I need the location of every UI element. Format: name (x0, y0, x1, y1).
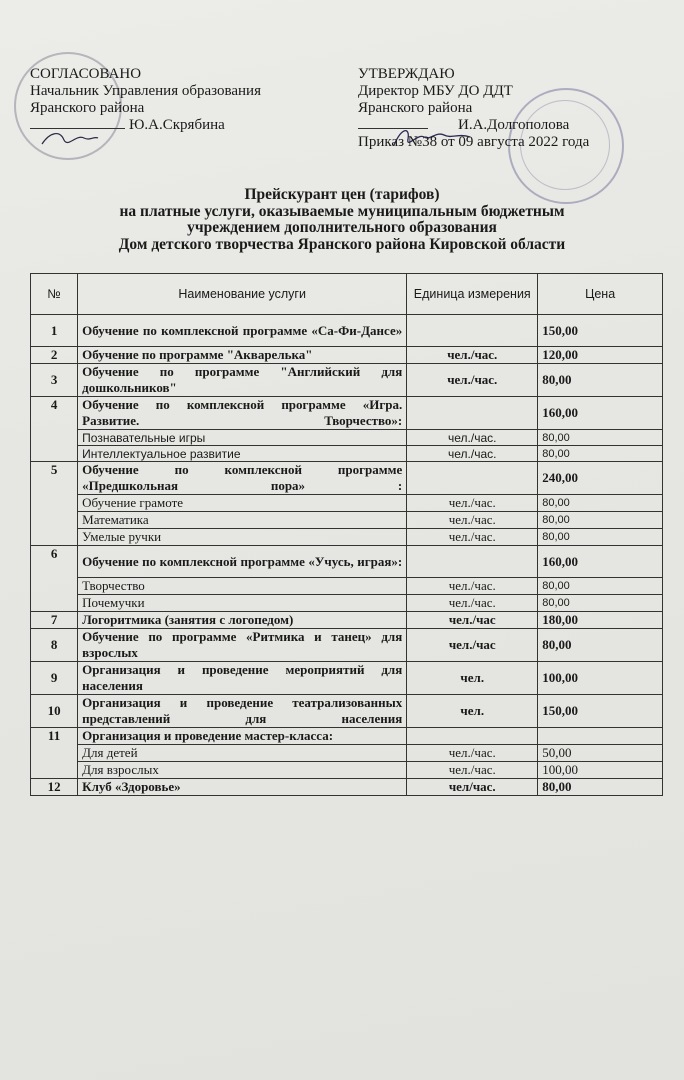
table-row (31, 462, 663, 495)
row-name: Обучение по комплексной программе «Учусь, играя»: (78, 546, 407, 578)
row-price: 80,00 (538, 529, 663, 546)
row-name: Организация и проведение театрализованных представлений для населения (78, 695, 407, 728)
table-row (31, 495, 663, 512)
title-line4: Дом детского творчества Яранского района Кировской области (118, 235, 566, 253)
row-unit: чел./час. (407, 745, 538, 762)
row-price: 80,00 (538, 578, 663, 595)
row-num: 11 (31, 728, 78, 779)
approval-left-line2: Яранского района (30, 100, 145, 116)
table-row (31, 446, 663, 462)
approval-left-signer: Ю.А.Скрябина (129, 117, 225, 133)
table-row (31, 347, 663, 364)
approval-right-line2: Яранского района (358, 100, 473, 116)
row-name: Организация и проведение мероприятий для населения (78, 662, 407, 695)
row-unit (407, 546, 538, 578)
row-price: 100,00 (538, 762, 663, 779)
row-name: Познавательные игры (78, 430, 407, 446)
row-name: Обучение по комплексной программе «Са-Фи-Дансе» (78, 315, 407, 347)
row-unit: чел./час. (407, 578, 538, 595)
title-line2: на платные услуги, оказываемые муниципальным бюджетным (119, 202, 565, 220)
row-name: Организация и проведение мастер-класса: (78, 728, 407, 745)
approval-right-line1: Директор МБУ ДО ДДТ (358, 83, 513, 99)
table-row (31, 529, 663, 546)
row-name: Интеллектуальное развитие (78, 446, 407, 462)
row-name: Почемучки (78, 595, 407, 612)
row-price: 80,00 (538, 512, 663, 529)
row-price (538, 728, 663, 745)
table-row (31, 728, 663, 745)
row-price: 80,00 (538, 364, 663, 397)
row-name: Обучение по программе "Акварелька" (78, 347, 407, 364)
approval-right-sign-row (358, 117, 658, 134)
row-price: 120,00 (538, 347, 663, 364)
row-price: 150,00 (538, 315, 663, 347)
row-unit: чел. (407, 662, 538, 695)
table-row (31, 779, 663, 796)
title-line1: Прейскурант цен (тарифов) (244, 186, 440, 203)
row-price: 50,00 (538, 745, 663, 762)
row-unit: чел./час. (407, 512, 538, 529)
row-price: 80,00 (538, 779, 663, 796)
row-unit: чел./час. (407, 495, 538, 512)
row-unit: чел./час. (407, 364, 538, 397)
table-row (31, 745, 663, 762)
table-row (31, 315, 663, 347)
row-price: 160,00 (538, 546, 663, 578)
row-name: Обучение по программе «Ритмика и танец» для взрослых (78, 629, 407, 662)
row-price: 80,00 (538, 446, 663, 462)
row-name: Обучение по комплексной программе «Предшкольная пора» : (78, 462, 407, 495)
table-row (31, 397, 663, 430)
row-name: Умелые ручки (78, 529, 407, 546)
row-unit: чел./час. (407, 430, 538, 446)
row-name: Обучение по комплексной программе «Игра. Развитие. Творчество»: (78, 397, 407, 430)
row-price: 100,00 (538, 662, 663, 695)
table-row (31, 430, 663, 446)
table-row (31, 629, 663, 662)
row-name: Обучение по программе "Английский для дошкольников" (78, 364, 407, 397)
header-unit: Единица измерения (407, 274, 538, 315)
approval-left (30, 66, 330, 134)
approval-right-order: Приказ №38 от 09 августа 2022 года (358, 134, 590, 150)
row-unit: чел./час. (407, 595, 538, 612)
row-name: Для взрослых (78, 762, 407, 779)
row-price: 150,00 (538, 695, 663, 728)
row-num: 4 (31, 397, 78, 462)
table-row (31, 578, 663, 595)
row-unit (407, 315, 538, 347)
header-name: Наименование услуги (78, 274, 407, 315)
header-price: Цена (538, 274, 663, 315)
row-unit: чел./час. (407, 347, 538, 364)
row-unit: чел./час (407, 629, 538, 662)
row-price: 240,00 (538, 462, 663, 495)
row-unit: чел./час. (407, 762, 538, 779)
row-name: Творчество (78, 578, 407, 595)
table-row (31, 762, 663, 779)
approval-right (358, 66, 658, 151)
approval-right-signer: И.А.Долгополова (458, 117, 570, 133)
approval-left-line1: Начальник Управления образования (30, 83, 261, 99)
row-unit: чел./час. (407, 529, 538, 546)
row-unit: чел./час (407, 612, 538, 629)
row-num: 2 (31, 347, 78, 364)
row-num: 7 (31, 612, 78, 629)
row-unit (407, 462, 538, 495)
signature-line (358, 128, 428, 129)
table-header-row (31, 274, 663, 315)
row-price: 160,00 (538, 397, 663, 430)
table-row (31, 364, 663, 397)
table-row (31, 512, 663, 529)
row-num: 9 (31, 662, 78, 695)
title-line3: учреждением дополнительного образования (187, 219, 497, 236)
row-num: 1 (31, 315, 78, 347)
approval-right-heading: УТВЕРЖДАЮ (358, 66, 455, 82)
row-unit: чел./час. (407, 446, 538, 462)
table-row (31, 662, 663, 695)
row-unit (407, 728, 538, 745)
row-price: 80,00 (538, 430, 663, 446)
row-num: 10 (31, 695, 78, 728)
row-price: 80,00 (538, 595, 663, 612)
row-name: Логоритмика (занятия с логопедом) (78, 612, 407, 629)
row-price: 80,00 (538, 495, 663, 512)
approval-left-heading: СОГЛАСОВАНО (30, 66, 142, 82)
row-num: 3 (31, 364, 78, 397)
row-unit (407, 397, 538, 430)
row-name: Для детей (78, 745, 407, 762)
table-row (31, 595, 663, 612)
row-name: Математика (78, 512, 407, 529)
row-num: 12 (31, 779, 78, 796)
row-name: Обучение грамоте (78, 495, 407, 512)
row-price: 180,00 (538, 612, 663, 629)
row-name: Клуб «Здоровье» (78, 779, 407, 796)
row-unit: чел. (407, 695, 538, 728)
row-price: 80,00 (538, 629, 663, 662)
row-num: 5 (31, 462, 78, 546)
row-num: 6 (31, 546, 78, 612)
table-row (31, 695, 663, 728)
row-unit: чел/час. (407, 779, 538, 796)
header-num: № (31, 274, 78, 315)
approval-left-sign-row (30, 117, 330, 134)
table-row (31, 612, 663, 629)
document-title (0, 187, 684, 253)
price-table (30, 273, 663, 796)
table-row (31, 546, 663, 578)
signature-line (30, 128, 125, 129)
row-num: 8 (31, 629, 78, 662)
